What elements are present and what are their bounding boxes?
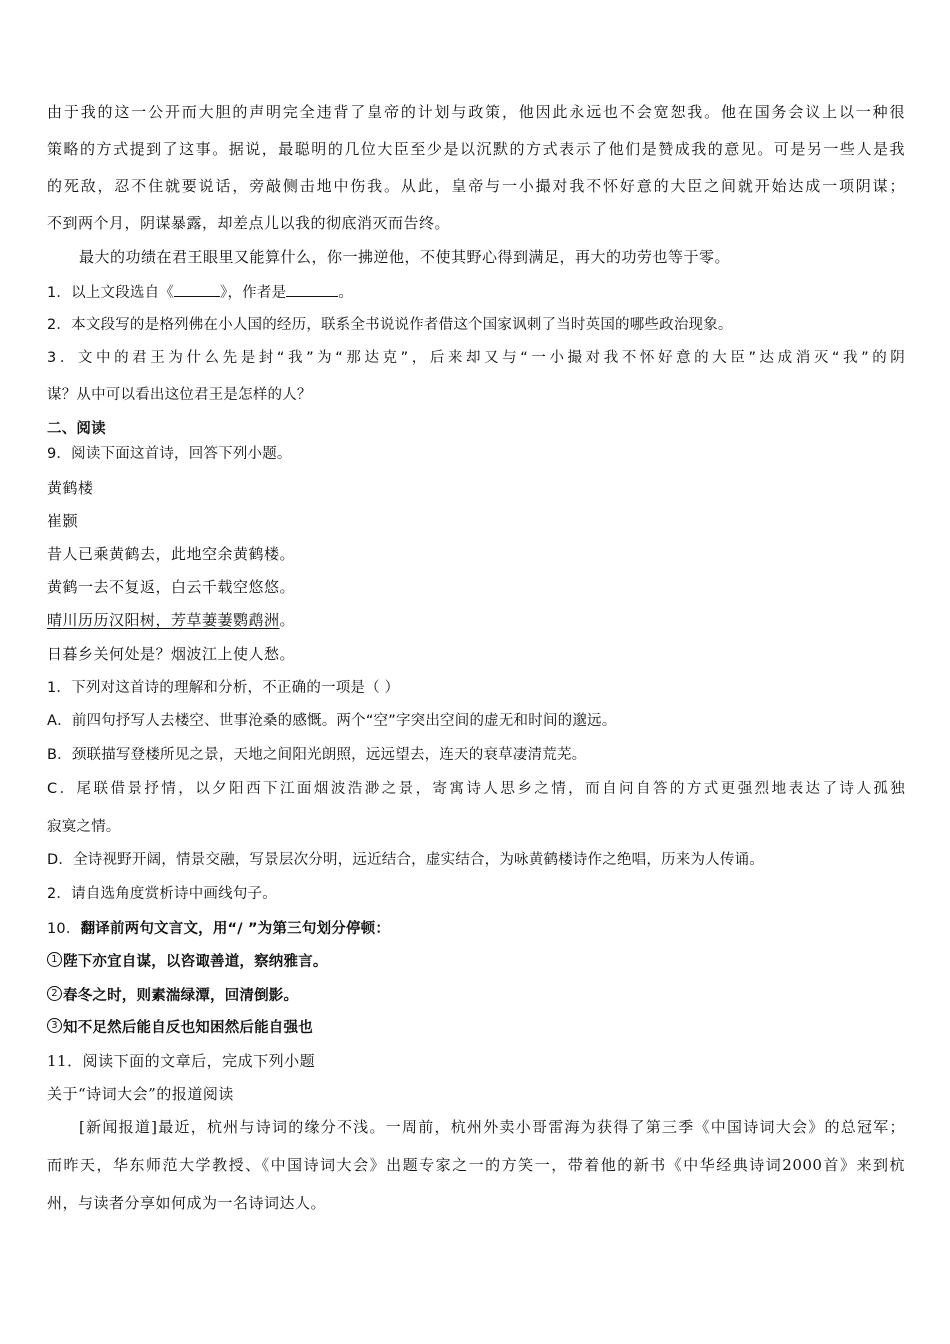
poem-line: 黄鹤一去不复返，白云千载空悠悠。 <box>47 578 296 596</box>
q10-item <box>47 952 328 972</box>
question-9-prompt: 9．阅读下面这首诗，回答下列小题。 <box>47 446 292 462</box>
book-title-blank[interactable] <box>174 282 220 297</box>
question-10-prompt: 翻译前两句文言文，用“/ ”为第三句划分停顿： <box>80 921 391 937</box>
question-3-line: 3．文中的君王为什么先是封“我”为“那达克”，后来却又与“一小撮对我不怀好意的大臣”达成消灭“我”的阴 <box>47 350 905 366</box>
article-line: 州，与读者分享如何成为一名诗词达人。 <box>47 1194 327 1212</box>
q10-item-text: 知不足然后能自反也知困然后能自强也 <box>63 1020 313 1036</box>
q10-item-text: 陛下亦宜自谋，以咨诹善道，察纳雅言。 <box>63 954 328 970</box>
article-title: 关于“诗词大会”的报道阅读 <box>47 1085 234 1103</box>
poem-line: 昔人已乘黄鹤去，此地空余黄鹤楼。 <box>47 545 296 563</box>
article-line: [新闻报道]最近，杭州与诗词的缘分不浅。一周前，杭州外卖小哥雷海为获得了第三季《中国诗词大会》的总冠军； <box>79 1118 905 1136</box>
question-1-suffix: 。 <box>338 285 353 301</box>
poem-author: 崔颢 <box>47 512 79 530</box>
question-3-line: 谋？从中可以看出这位君王是怎样的人？ <box>47 387 312 403</box>
question-9-sub-2: 2．请自选角度赏析诗中画线句子。 <box>47 886 277 902</box>
section-heading: 二、阅读 <box>47 421 106 437</box>
verse-end-mark: 。 <box>279 611 296 629</box>
option-c-line: 寂寞之情。 <box>47 819 121 835</box>
option-d: D．全诗视野开阔，情景交融，写景层次分明，远近结合，虚实结合，为咏黄鹤楼诗作之绝唱，历来为人传诵。 <box>47 852 764 868</box>
underlined-verse: 晴川历历汉阳树，芳草萋萋鹦鹉洲 <box>47 611 280 629</box>
passage-line: 不到两个月，阴谋暴露，却差点儿以我的彻底消灭而告终。 <box>47 214 451 232</box>
circled-number-icon: 2 <box>47 986 62 1001</box>
question-1-mid: 》，作者是 <box>220 285 287 301</box>
q10-item-text: 春冬之时，则素湍绿潭，回清倒影。 <box>63 988 299 1004</box>
q10-item <box>47 986 298 1006</box>
question-1-prefix: 1．以上文段选自《 <box>47 285 175 301</box>
question-10 <box>47 919 390 939</box>
circled-number-icon: 1 <box>47 952 62 967</box>
question-2: 2．本文段写的是格列佛在小人国的经历，联系全书说说作者借这个国家讽刺了当时英国的哪些政治现象。 <box>47 317 733 333</box>
option-c-line: C．尾联借景抒情，以夕阳西下江面烟波浩渺之景，寄寓诗人思乡之情，而自问自答的方式更强烈地表达了诗人孤独 <box>47 781 905 797</box>
poem-line: 日暮乡关何处是？烟波江上使人愁。 <box>47 645 296 663</box>
circled-number-icon: 3 <box>47 1018 62 1033</box>
author-blank[interactable] <box>286 282 338 297</box>
option-b: B．颈联描写登楼所见之景，天地之间阳光朗照，远远望去，连天的衰草凄清荒芜。 <box>47 747 587 763</box>
passage-line: 策略的方式提到了这事。据说，最聪明的几位大臣至少是以沉默的方式表示了他们是赞成我的意见。可是另一些人是我 <box>47 140 905 158</box>
article-line: 而昨天，华东师范大学教授、《中国诗词大会》出题专家之一的方笑一，带着他的新书《中华经典诗词2000首》来到杭 <box>47 1156 905 1174</box>
passage-closing: 最大的功绩在君王眼里又能算什么，你一拂逆他，不使其野心得到满足，再大的功劳也等于零。 <box>79 248 731 266</box>
passage-line: 由于我的这一公开而大胆的声明完全违背了皇帝的计划与政策，他因此永远也不会宽恕我。他在国务会议上以一种很 <box>47 103 905 121</box>
question-9-sub-1: 1．下列对这首诗的理解和分析，不正确的一项是（ ） <box>47 680 400 696</box>
passage-line: 的死敌，忍不住就要说话，旁敲侧击地中伤我。从此，皇帝与一小撮对我不怀好意的大臣之间就开始达成一项阴谋； <box>47 177 905 195</box>
q10-item <box>47 1018 313 1038</box>
question-10-number: 10． <box>47 921 81 937</box>
question-1 <box>47 282 353 303</box>
poem-line-underlined <box>47 610 295 630</box>
option-a: A．前四句抒写人去楼空、世事沧桑的感慨。两个“空”字突出空间的虚无和时间的邈远。 <box>47 713 617 729</box>
question-11-prompt: 11．阅读下面的文章后，完成下列小题 <box>47 1052 316 1070</box>
poem-title: 黄鹤楼 <box>47 479 94 497</box>
